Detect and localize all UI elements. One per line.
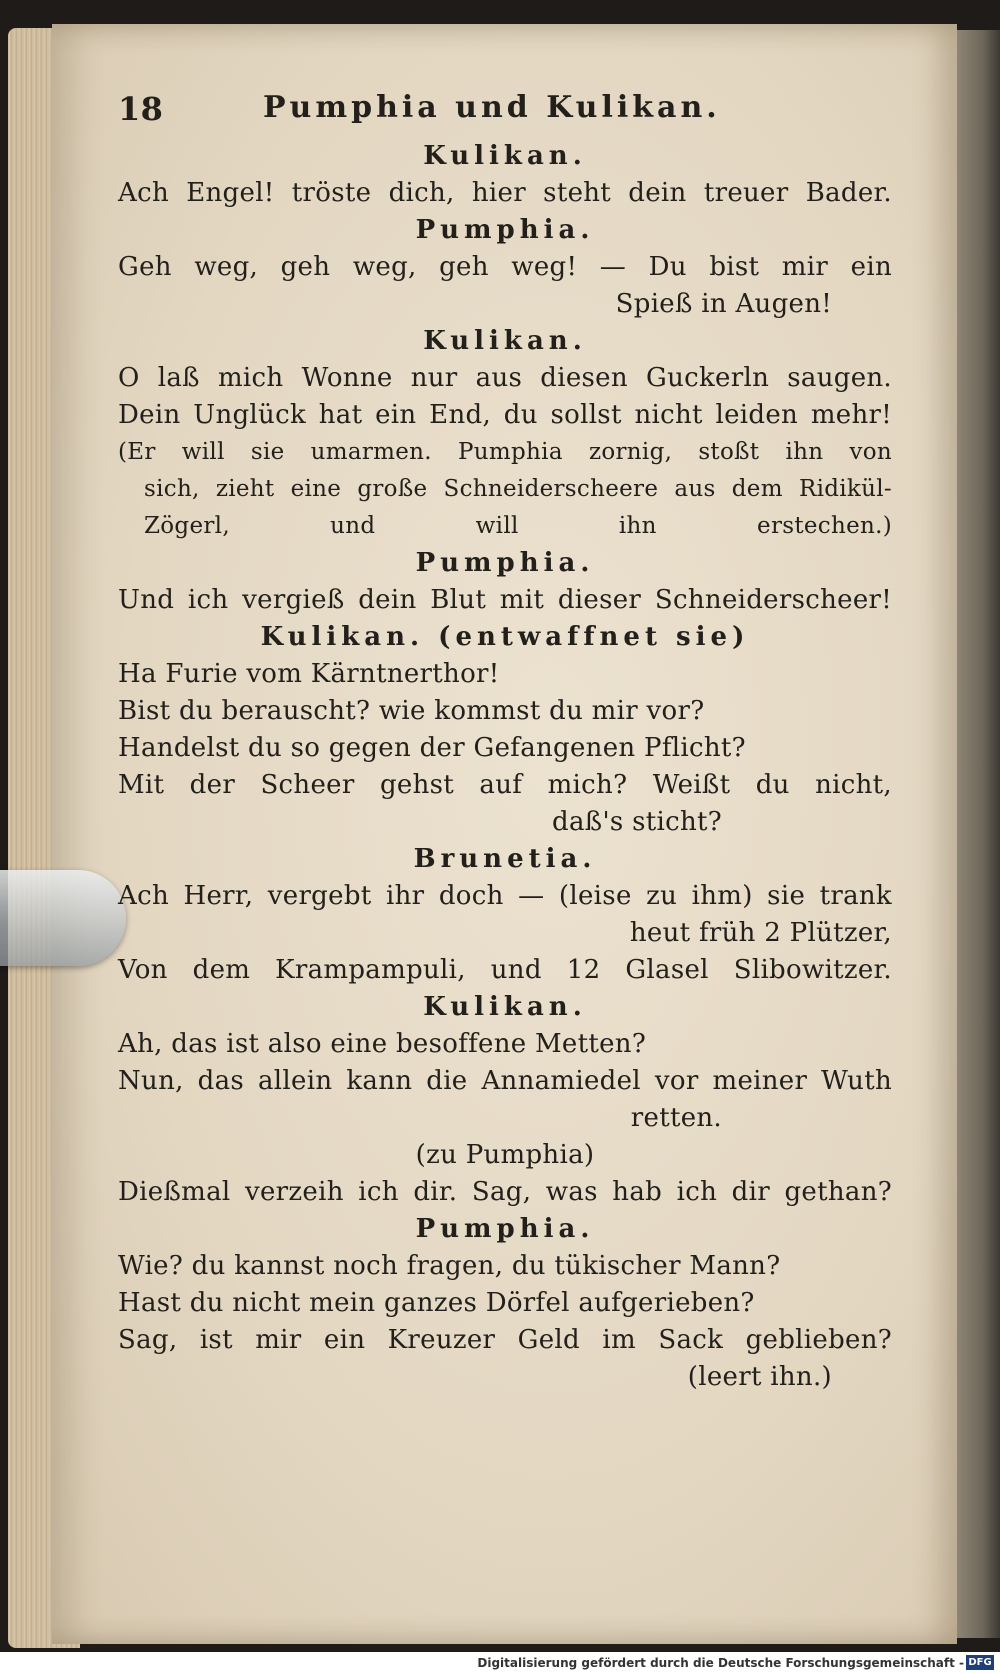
text-line: Dießmal verzeih ich dir. Sag, was hab ich dir gethan? (118, 1177, 892, 1207)
speaker-name: Kulikan. (423, 326, 587, 356)
text-line: Ah, das ist also eine besoffene Metten? (118, 1029, 647, 1059)
speaker-name: Kulikan. (entwaffnet sie) (260, 622, 750, 652)
speaker-name: Pumphia. (415, 548, 595, 578)
text-line: Bist du berauscht? wie kommst du mir vor? (118, 696, 705, 726)
text-line: (Er will sie umarmen. Pumphia zornig, stoßt ihn von (118, 439, 892, 465)
speaker-name: Kulikan. (423, 992, 587, 1022)
text-line: Ach Engel! tröste dich, hier steht dein treuer Bader. (118, 178, 892, 208)
text-line: Ach Herr, vergebt ihr doch — (leise zu ihm) sie trank (118, 881, 892, 911)
text-line: (leert ihn.) (687, 1362, 832, 1392)
text-line: Sag, ist mir ein Kreuzer Geld im Sack geblieben? (118, 1325, 892, 1355)
funding-credit: Digitalisierung gefördert durch die Deutsche Forschungsgemeinschaft - (477, 1656, 964, 1670)
text-line: Wie? du kannst noch fragen, du tükischer Mann? (118, 1251, 781, 1281)
text-line: (zu Pumphia) (415, 1140, 595, 1170)
text-line: Mit der Scheer gehst auf mich? Weißt du nicht, (118, 770, 892, 800)
speaker-name: Pumphia. (415, 215, 595, 245)
footer-bar (0, 1652, 1000, 1674)
page-text (118, 82, 892, 1396)
text-line: Und ich vergieß dein Blut mit dieser Schneiderscheer! (118, 585, 892, 615)
text-line: Nun, das allein kann die Annamiedel vor meiner Wuth (118, 1066, 892, 1096)
text-line: Spieß in Augen! (615, 289, 832, 319)
running-title: Pumphia und Kulikan. (263, 90, 721, 125)
text-line: daß's sticht? (552, 807, 722, 837)
speaker-name: Brunetia. (413, 844, 597, 874)
text-line: Dein Unglück hat ein End, du sollst nicht leiden mehr! (118, 400, 892, 430)
text-lines (118, 138, 892, 1396)
text-line: O laß mich Wonne nur aus diesen Guckerln saugen. (118, 363, 892, 393)
text-line: Handelst du so gegen der Gefangenen Pflicht? (118, 733, 746, 763)
text-line: Von dem Krampampuli, und 12 Glasel Slibowitzer. (118, 955, 892, 985)
text-line: Geh weg, geh weg, geh weg! — Du bist mir ein (118, 252, 892, 282)
text-line: sich, zieht eine große Schneiderscheere aus dem Ridikül- (144, 476, 892, 502)
speaker-name: Pumphia. (415, 1214, 595, 1244)
text-line: retten. (630, 1103, 722, 1133)
text-line: Zögerl, und will ihn erstechen.) (144, 513, 892, 539)
page-header (118, 82, 892, 138)
text-line: heut früh 2 Plützer, (629, 918, 892, 948)
text-line: Ha Furie vom Kärntnerthor! (118, 659, 500, 689)
page-holder-clip (0, 870, 126, 966)
page-number: 18 (118, 90, 164, 128)
dfg-logo: DFG (966, 1655, 994, 1670)
speaker-name: Kulikan. (423, 141, 587, 171)
text-line: Hast du nicht mein ganzes Dörfel aufgerieben? (118, 1288, 755, 1318)
binding-shadow (957, 30, 1000, 1638)
